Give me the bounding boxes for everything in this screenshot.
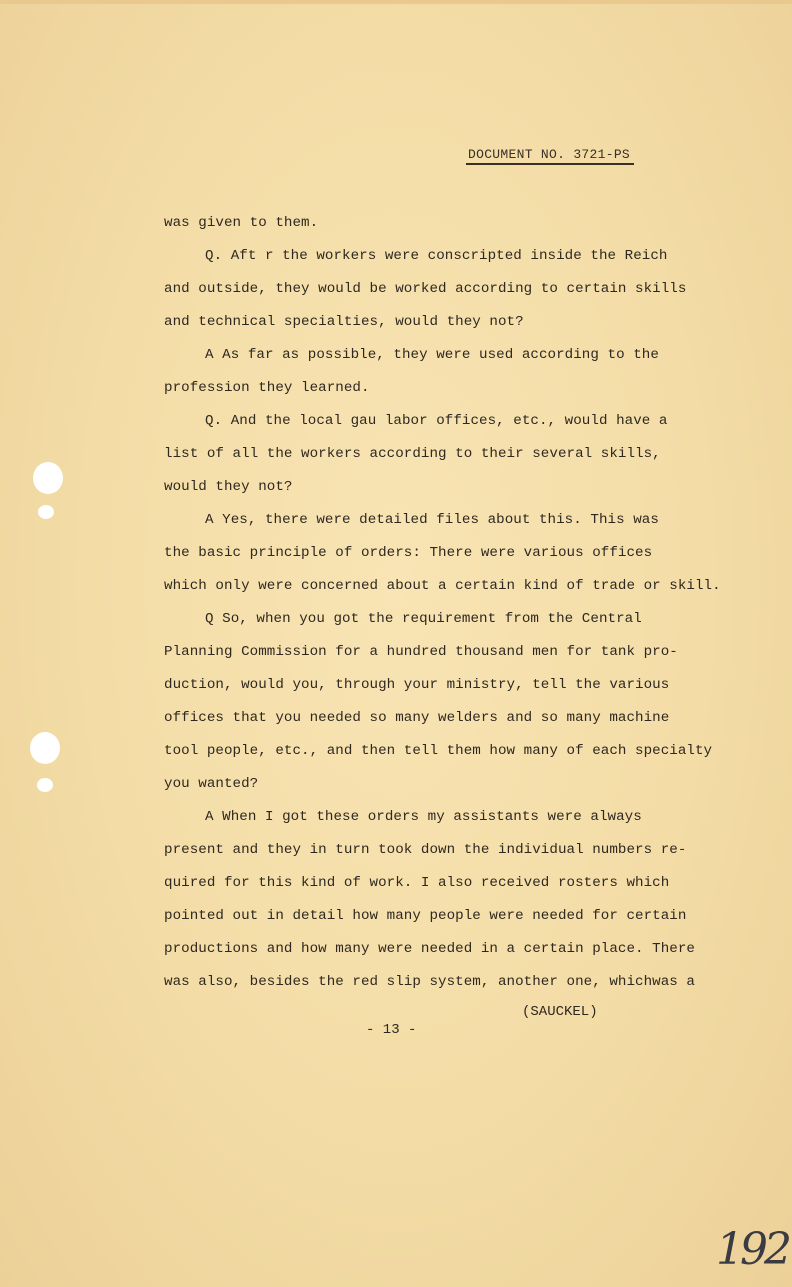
speaker-label: (SAUCKEL) <box>522 1004 598 1020</box>
body-line: the basic principle of orders: There were various offices <box>164 545 653 561</box>
body-line: and outside, they would be worked according to certain skills <box>164 281 687 297</box>
punch-hole-bottom <box>30 732 60 764</box>
body-line: A When I got these orders my assistants were always <box>205 809 642 825</box>
body-line: pointed out in detail how many people were needed for certain <box>164 908 687 924</box>
page-top-edge <box>0 0 792 4</box>
body-line: Q So, when you got the requirement from the Central <box>205 611 642 627</box>
body-line: would they not? <box>164 479 293 495</box>
page-number: - 13 - <box>366 1022 417 1038</box>
body-line: profession they learned. <box>164 380 370 396</box>
body-line: and technical specialties, would they not? <box>164 314 524 330</box>
body-line: was also, besides the red slip system, another one, whichwas a <box>164 974 695 990</box>
punch-hole-bottom-small <box>37 778 53 792</box>
body-line: list of all the workers according to their several skills, <box>164 446 661 462</box>
body-line: Planning Commission for a hundred thousand men for tank pro- <box>164 644 678 660</box>
body-line: which only were concerned about a certain kind of trade or skill. <box>164 578 721 594</box>
body-line: productions and how many were needed in a certain place. There <box>164 941 695 957</box>
body-line: present and they in turn took down the individual numbers re- <box>164 842 687 858</box>
punch-hole-top-small <box>38 505 54 519</box>
document-number-underline <box>466 163 634 165</box>
body-line: tool people, etc., and then tell them how many of each specialty <box>164 743 713 759</box>
body-line: A As far as possible, they were used according to the <box>205 347 659 363</box>
body-line: Q. And the local gau labor offices, etc., would have a <box>205 413 668 429</box>
handwritten-archive-number: 192 <box>716 1224 788 1275</box>
document-number: DOCUMENT NO. 3721-PS <box>468 147 631 162</box>
body-line: was given to them. <box>164 215 319 231</box>
body-line: Q. Aft r the workers were conscripted inside the Reich <box>205 248 668 264</box>
body-line: A Yes, there were detailed files about this. This was <box>205 512 659 528</box>
body-line: you wanted? <box>164 776 259 792</box>
body-line: quired for this kind of work. I also received rosters which <box>164 875 670 891</box>
punch-hole-top <box>33 462 63 494</box>
body-line: offices that you needed so many welders and so many machine <box>164 710 670 726</box>
body-line: duction, would you, through your ministry, tell the various <box>164 677 670 693</box>
